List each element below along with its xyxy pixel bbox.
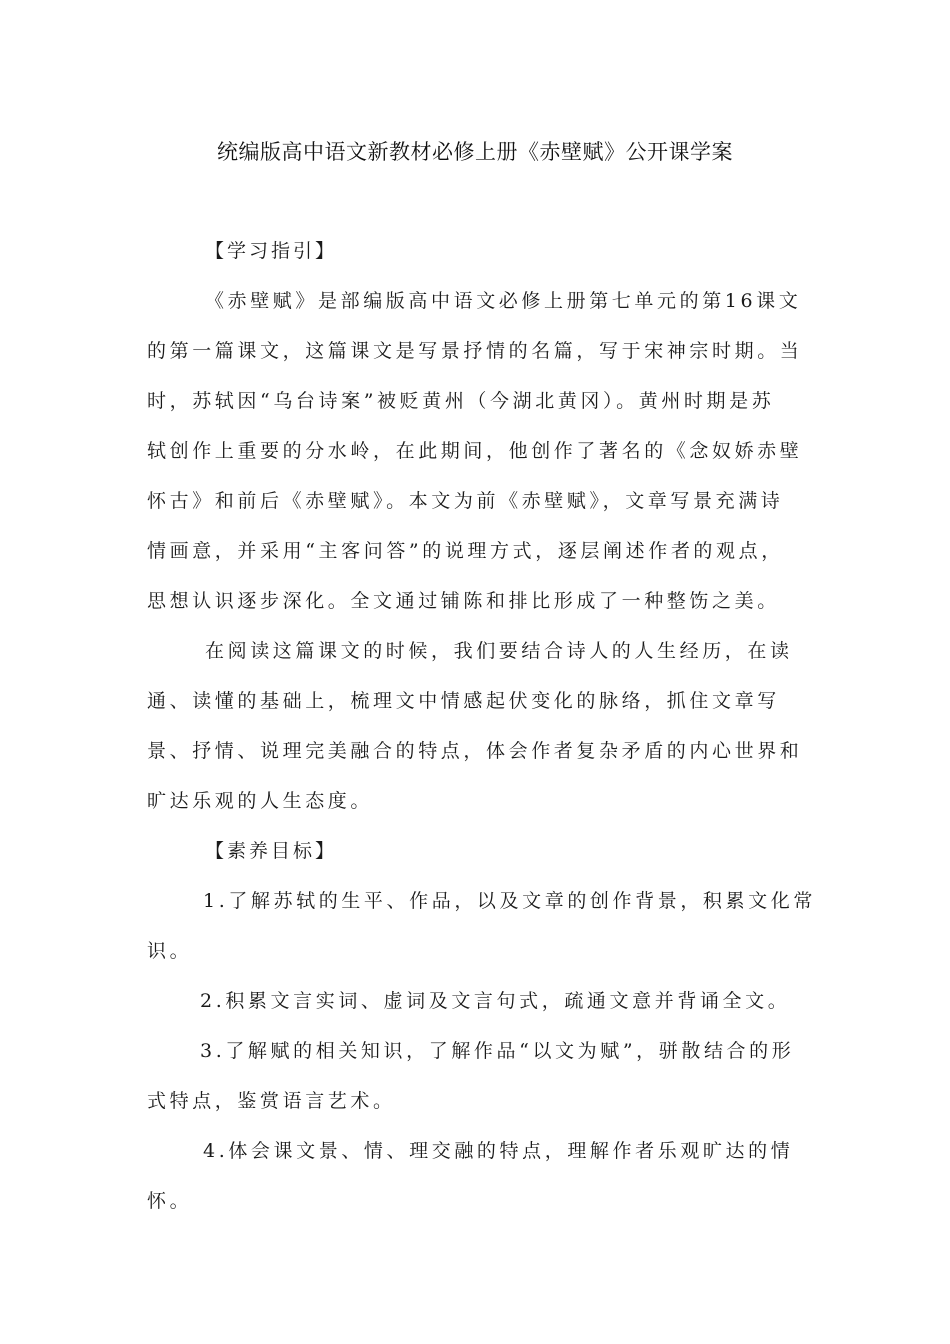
document-title: 统编版高中语文新教材必修上册《赤壁赋》公开课学案 bbox=[217, 140, 733, 164]
goal-line: 识。 bbox=[147, 940, 193, 962]
goal-line: 怀。 bbox=[147, 1190, 193, 1212]
para2-line: 在阅读这篇课文的时候，我们要结合诗人的人生经历，在读 bbox=[205, 640, 793, 662]
goal-line: 3.了解赋的相关知识，了解作品“以文为赋”，骈散结合的形 bbox=[200, 1040, 795, 1062]
section-heading-study-guide: 【学习指引】 bbox=[205, 240, 338, 262]
para2-line: 景、抒情、说理完美融合的特点，体会作者复杂矛盾的内心世界和 bbox=[147, 740, 803, 762]
para1-line: 怀古》和前后《赤壁赋》。本文为前《赤壁赋》，文章写景充满诗 bbox=[147, 490, 784, 512]
goal-line: 式特点，鉴赏语言艺术。 bbox=[147, 1090, 396, 1112]
para2-line: 通、读懂的基础上，梳理文中情感起伏变化的脉络，抓住文章写 bbox=[147, 690, 780, 712]
para1-line: 《赤壁赋》是部编版高中语文必修上册第七单元的第16课文 bbox=[205, 290, 802, 312]
goal-line: 4.体会课文景、情、理交融的特点，理解作者乐观旷达的情 bbox=[203, 1140, 794, 1162]
para1-line: 的第一篇课文，这篇课文是写景抒情的名篇，写于宋神宗时期。当 bbox=[147, 340, 803, 362]
goal-line: 2.积累文言实词、虚词及文言句式，疏通文意并背诵全文。 bbox=[200, 990, 791, 1012]
section-heading-goals: 【素养目标】 bbox=[205, 840, 338, 862]
para2-line: 旷达乐观的人生态度。 bbox=[147, 790, 374, 812]
para1-line: 时，苏轼因“乌台诗案”被贬黄州（今湖北黄冈）。黄州时期是苏 bbox=[147, 390, 775, 412]
goal-line: 1.了解苏轼的生平、作品，以及文章的创作背景，积累文化常 bbox=[203, 890, 816, 912]
para1-line: 情画意，并采用“主客问答”的说理方式，逐层阐述作者的观点， bbox=[147, 540, 784, 562]
para1-line: 轼创作上重要的分水岭，在此期间，他创作了著名的《念奴娇赤壁 bbox=[147, 440, 803, 462]
para1-line: 思想认识逐步深化。全文通过铺陈和排比形成了一种整饬之美。 bbox=[147, 590, 780, 612]
